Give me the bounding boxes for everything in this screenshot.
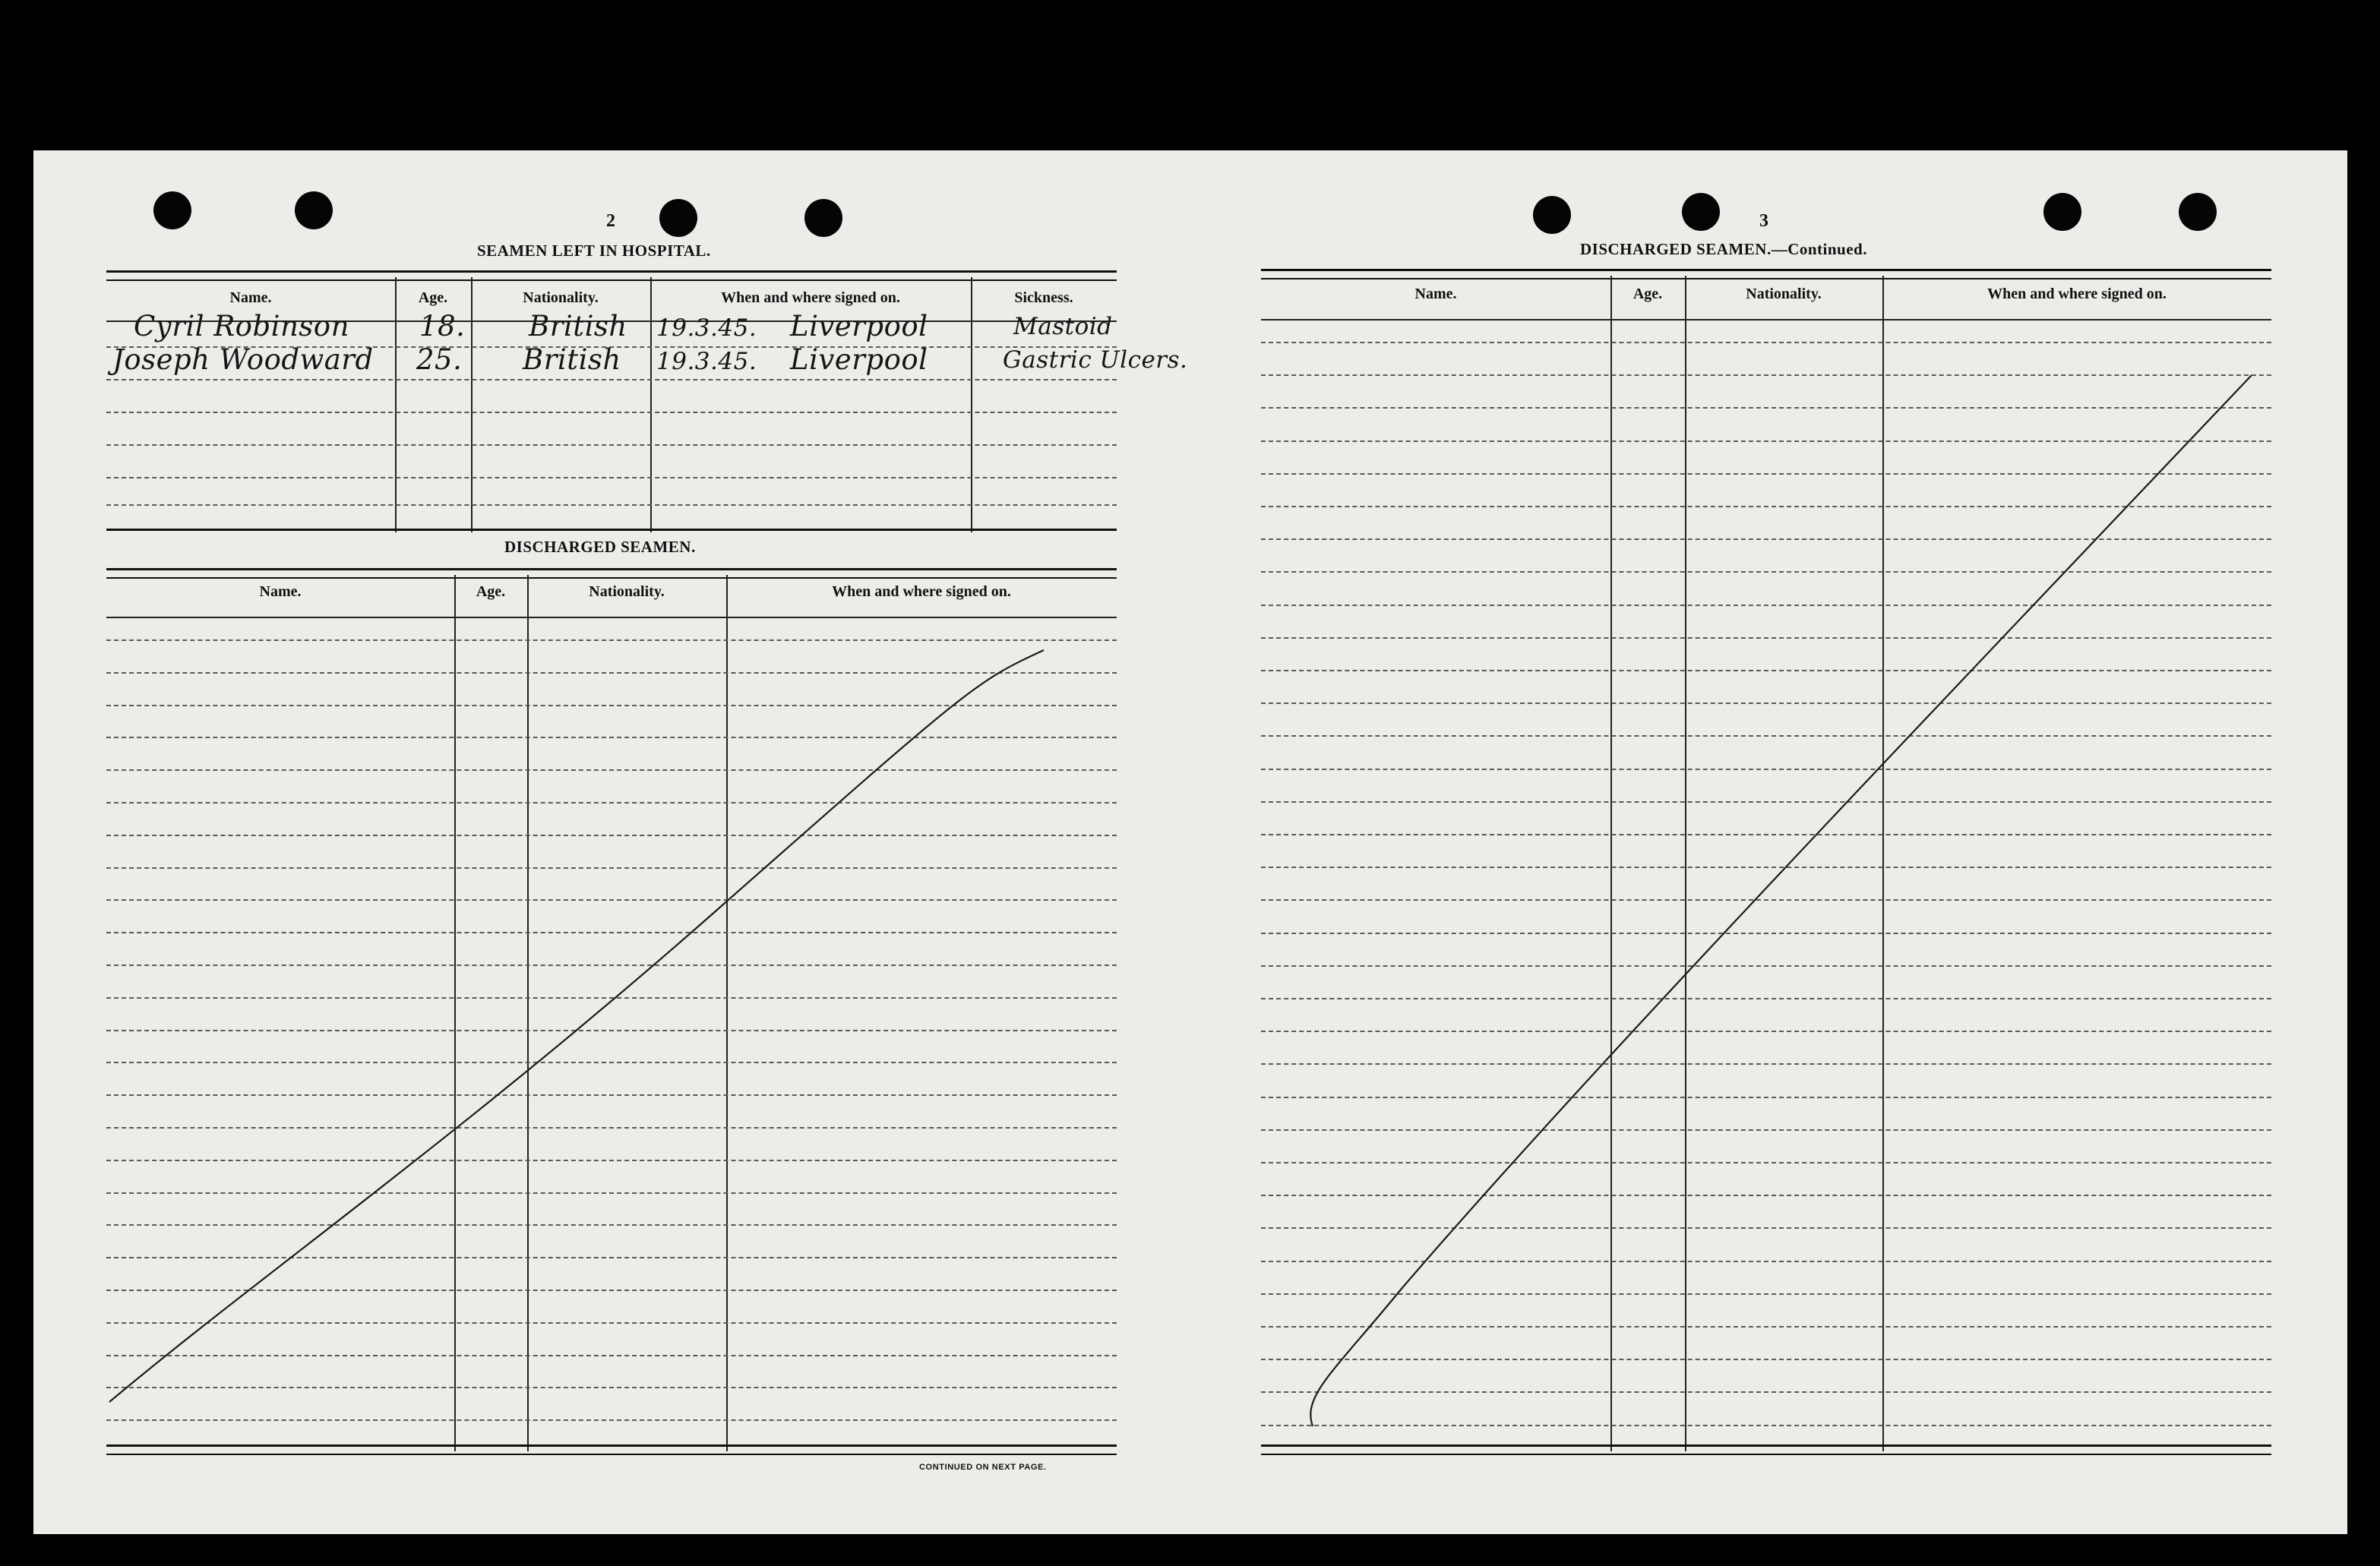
continued-note: CONTINUED ON NEXT PAGE. xyxy=(919,1463,1047,1472)
hospital-section-title: SEAMEN LEFT IN HOSPITAL. xyxy=(477,242,711,260)
column-header-name: Name. xyxy=(1414,286,1457,302)
column-header-sickness: Sickness. xyxy=(1014,289,1073,306)
column-header-nationality: Nationality. xyxy=(1746,286,1822,302)
seaman-age: 25. xyxy=(416,343,463,376)
signed-on-date: 19.3.45. xyxy=(656,348,757,375)
column-header-signed-on: When and where signed on. xyxy=(1987,286,2167,302)
seaman-name: Joseph Woodward xyxy=(112,343,374,376)
left-page xyxy=(33,150,1188,1534)
seaman-nationality: British xyxy=(529,310,627,343)
signed-on-date: 19.3.45. xyxy=(656,314,757,342)
cancellation-stroke-path xyxy=(109,650,1044,1402)
signed-on-place: Liverpool xyxy=(790,343,928,376)
cancellation-stroke xyxy=(33,150,1188,1534)
signed-on-place: Liverpool xyxy=(790,310,928,343)
column-header-nationality: Nationality. xyxy=(589,583,665,600)
seaman-age: 18. xyxy=(419,310,466,343)
discharged-section-title: DISCHARGED SEAMEN. xyxy=(504,538,696,556)
column-header-age: Age. xyxy=(1632,286,1663,302)
cancellation-stroke xyxy=(1188,150,2347,1534)
column-header-age: Age. xyxy=(418,289,448,306)
right-page xyxy=(1188,150,2347,1534)
discharged-continued-title: DISCHARGED SEAMEN.—Continued. xyxy=(1580,240,1867,258)
column-header-nationality: Nationality. xyxy=(523,289,599,306)
ledger-sheet xyxy=(33,150,2347,1534)
sickness: Mastoid xyxy=(1013,313,1113,340)
seaman-nationality: British xyxy=(523,343,621,376)
column-header-name: Name. xyxy=(259,583,302,600)
column-header-signed-on: When and where signed on. xyxy=(721,289,900,306)
column-header-signed-on: When and where signed on. xyxy=(832,583,1011,600)
sickness: Gastric Ulcers. xyxy=(1003,346,1188,374)
column-header-age: Age. xyxy=(476,583,506,600)
column-header-name: Name. xyxy=(229,289,272,306)
cancellation-stroke-path xyxy=(1310,375,2252,1426)
page-number: 2 xyxy=(606,211,615,231)
page-number: 3 xyxy=(1759,211,1768,231)
seaman-name: Cyril Robinson xyxy=(134,310,349,343)
